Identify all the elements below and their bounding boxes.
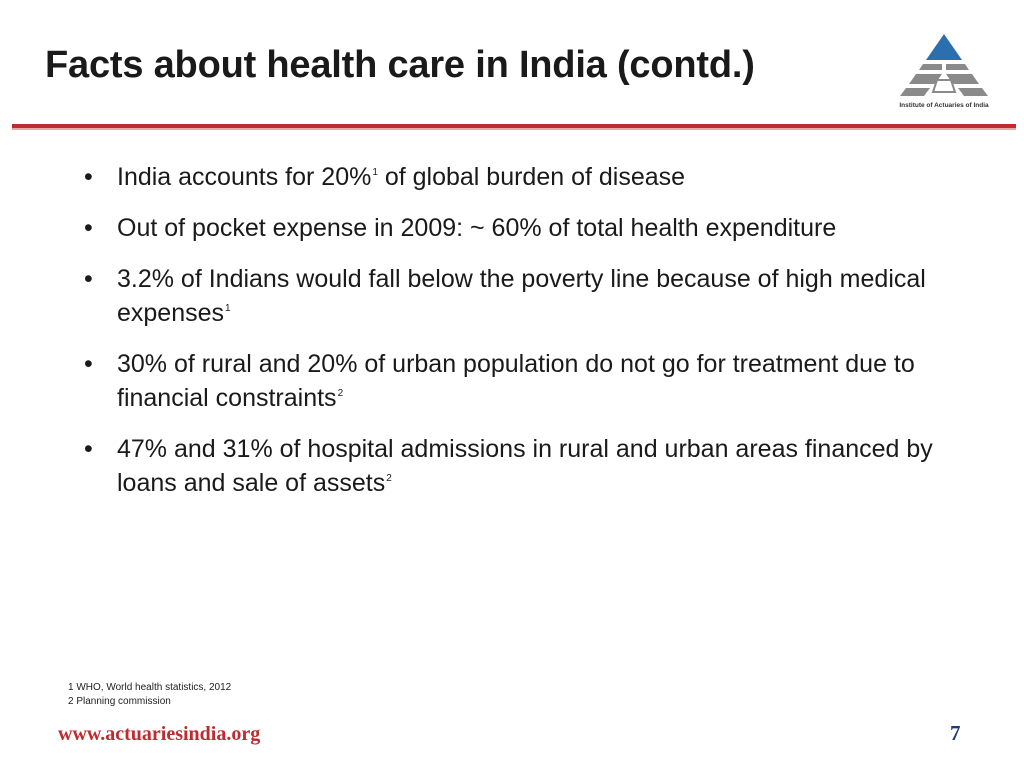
footnote-ref: 1 — [225, 303, 231, 314]
bullet-dot-icon: • — [84, 265, 93, 293]
iai-logo — [895, 30, 993, 112]
bullet-text: 3.2% of Indians would fall below the poverty line because of high medical expenses — [117, 265, 926, 327]
bullet-dot-icon: • — [84, 163, 93, 191]
bullet-text: Out of pocket expense in 2009: ~ 60% of total health expenditure — [117, 214, 837, 242]
slide-title: Facts about health care in India (contd.) — [45, 44, 755, 86]
page-number: 7 — [950, 721, 961, 745]
bullet-dot-icon: • — [84, 214, 93, 242]
footnote-2: 2 Planning commission — [68, 696, 171, 707]
footnotes — [68, 681, 231, 709]
bullet-dot-icon: • — [84, 350, 93, 378]
bullet-item — [84, 262, 964, 330]
bullet-dot-icon: • — [84, 435, 93, 463]
footnote-ref: 2 — [337, 388, 344, 399]
bullet-text-tail: of global burden of disease — [377, 163, 686, 191]
logo-caption: Institute of Actuaries of India — [899, 102, 989, 109]
footnote-ref: 1 — [372, 167, 378, 178]
footnote-1: 1 WHO, World health statistics, 2012 — [68, 682, 232, 693]
bullet-item — [84, 211, 964, 245]
bullet-item — [84, 160, 964, 194]
bullet-list — [84, 160, 964, 517]
bullet-text: 30% of rural and 20% of urban population do not go for treatment due to financial constraints — [117, 350, 915, 412]
footnote-ref: 2 — [386, 473, 392, 484]
bullet-text: India accounts for 20% — [117, 163, 372, 191]
bullet-item — [84, 347, 964, 415]
title-divider — [12, 124, 1016, 130]
footer-website-link[interactable]: www.actuariesindia.org — [58, 723, 261, 745]
bullet-text: 47% and 31% of hospital admissions in rural and urban areas financed by loans and sale of assets — [117, 435, 933, 497]
triangle-logo-icon — [895, 30, 993, 102]
bullet-item — [84, 432, 964, 500]
